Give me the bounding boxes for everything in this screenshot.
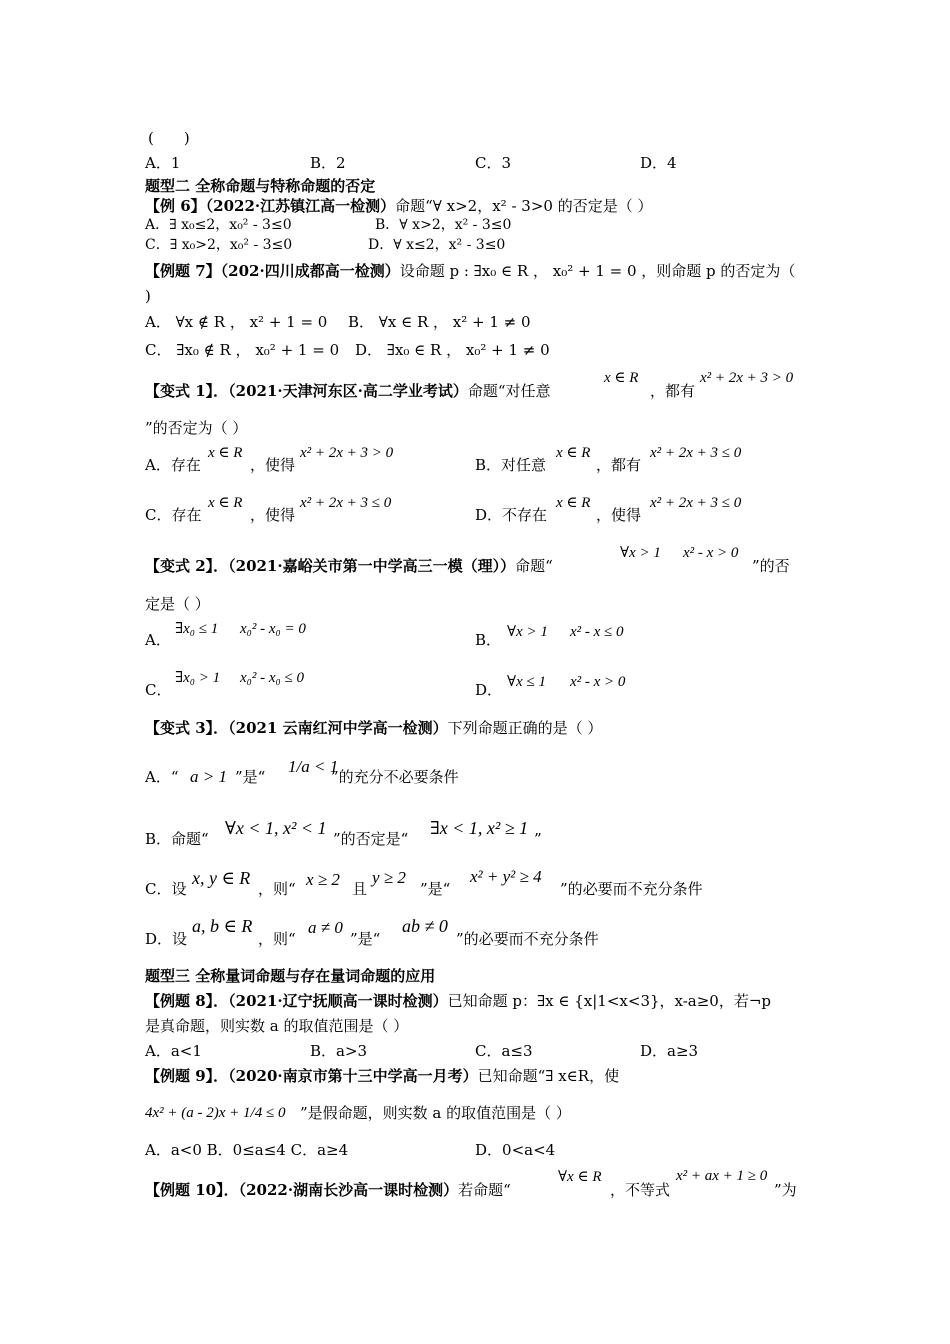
variant-2-formula-2: x² - x > 0 (683, 545, 739, 561)
section-title-2: 题型二 全称命题与特称命题的否定 (145, 177, 376, 195)
example-10-stem-c: ”为 (774, 1181, 797, 1199)
var2-d-formula-2: x² - x > 0 (570, 674, 626, 690)
var3-a-formula-2: 1/a < 1 (288, 757, 339, 776)
var2-option-c: C． (145, 681, 172, 699)
var3-c-formula-3: y ≥ 2 (372, 868, 406, 887)
example-9-stem-cont: ”是假命题，则实数 a 的取值范围是（ ） (300, 1104, 571, 1122)
var3-option-a-label: A．“ (145, 768, 179, 786)
example-10 (145, 1180, 511, 1200)
example-6-head: 【例 6】（2022·江苏镇江高一检测） (145, 197, 396, 215)
ex7-option-d: D． ∃x₀ ∈ R ， x₀² + 1 ≠ 0 (355, 341, 550, 359)
var2-b-formula-2: x² - x ≤ 0 (570, 624, 624, 640)
var3-a-text-2: ”的充分不必要条件 (331, 768, 459, 786)
variant-2-stem-b: ”的否 (752, 557, 790, 575)
variant-3-stem: 下列命题正确的是（ ） (447, 719, 603, 737)
variant-1-formula-2: x² + 2x + 3 > 0 (700, 370, 794, 386)
var2-c-formula-1: ∃x₀ > 1 (175, 670, 221, 686)
ex9-option-d: D．0<a<4 (475, 1141, 556, 1159)
example-7-stem: 设命题 p : ∃x₀ ∈ R ， x₀² + 1 = 0 ，则命题 p 的否定为（ (399, 262, 796, 280)
var3-d-formula-2: a ≠ 0 (308, 918, 343, 937)
var3-option-d-label: D．设 (145, 930, 188, 948)
example-9-head: 【例题 9】．（2020·南京市第十三中学高一月考） (145, 1067, 478, 1085)
variant-2 (145, 556, 553, 576)
variant-3 (145, 718, 602, 738)
var1-b-formula-2: x² + 2x + 3 ≤ 0 (650, 445, 742, 461)
var3-d-text-2: ”是“ (350, 930, 381, 948)
var1-d-formula-1: x ∈ R (556, 495, 591, 511)
variant-2-formula-1: ∀x > 1 (620, 545, 661, 561)
var3-c-formula-1: x, y ∈ R (192, 868, 251, 888)
example-10-stem-a: 若命题“ (458, 1181, 511, 1199)
var2-c-formula-2: x₀² - x₀ ≤ 0 (240, 670, 304, 686)
var3-d-text-3: ”的必要而不充分条件 (456, 930, 599, 948)
section-title-3: 题型三 全称量词命题与存在量词命题的应用 (145, 967, 436, 985)
var2-option-d: D． (475, 681, 503, 699)
var3-option-c-label: C．设 (145, 880, 187, 898)
var1-a-formula-2: x² + 2x + 3 > 0 (300, 445, 394, 461)
example-8-stem: 已知命题 p：∃x ∈ {x|1<x<3}，x-a≥0，若¬p (447, 992, 772, 1010)
q5-option-a: A．1 (145, 154, 181, 172)
ex8-option-c: C．a≤3 (475, 1042, 533, 1060)
var3-b-formula-2: ∃x < 1, x² ≥ 1 (430, 818, 529, 838)
variant-1-head: 【变式 1】．（2021·天津河东区·高二学业考试） (145, 382, 468, 400)
ex7-option-a: A． ∀x ∉ R ， x² + 1 = 0 (145, 313, 328, 331)
var3-c-text-1: ，则“ (258, 880, 296, 898)
var1-c-formula-2: x² + 2x + 3 ≤ 0 (300, 495, 392, 511)
ex8-option-a: A．a<1 (145, 1042, 202, 1060)
var2-a-formula-2: x₀² - x₀ = 0 (240, 621, 306, 637)
var3-a-formula-1: a > 1 (190, 767, 227, 786)
example-9-stem: 已知命题“∃ x∈R，使 (477, 1067, 620, 1085)
var2-b-formula-1: ∀x > 1 (507, 624, 548, 640)
var3-c-text-2: 且 (352, 880, 368, 898)
option-label: C．存在 (145, 506, 202, 524)
var1-a-text: ，使得 (250, 456, 296, 474)
var3-c-text-3: ”是“ (420, 880, 451, 898)
variant-2-stem-cont: 定是（ ） (145, 595, 210, 613)
example-6 (145, 196, 652, 216)
example-8-head: 【例题 8】．（2021·辽宁抚顺高一课时检测） (145, 992, 448, 1010)
q5-option-d: D．4 (640, 154, 677, 172)
ex6-option-b: B．∀ x>2，x² - 3≤0 (375, 217, 512, 233)
var3-d-text-1: ，则“ (258, 930, 296, 948)
var2-option-b: B． (475, 631, 502, 649)
example-7 (145, 261, 795, 281)
var1-option-b (475, 455, 546, 475)
var2-d-formula-1: ∀x ≤ 1 (507, 674, 546, 690)
var1-a-formula-1: x ∈ R (208, 445, 243, 461)
variant-1-stem-b: ，都有 (650, 382, 696, 400)
var3-b-text-1: ”的否定是“ (333, 830, 409, 848)
variant-2-head: 【变式 2】．（2021·嘉峪关市第一中学高三一模（理）） (145, 557, 516, 575)
variant-1-stem-cont: ”的否定为（ ） (145, 419, 248, 437)
var3-c-formula-2: x ≥ 2 (306, 870, 340, 889)
variant-2-stem-a: 命题“ (515, 557, 553, 575)
option-label: B．对任意 (475, 456, 547, 474)
var1-option-d (475, 505, 547, 525)
q5-option-c: C．3 (475, 154, 512, 172)
var3-c-text-4: ”的必要而不充分条件 (560, 880, 703, 898)
var3-d-formula-3: ab ≠ 0 (402, 916, 448, 936)
q5-option-b: B．2 (310, 154, 346, 172)
var3-b-formula-1: ∀x < 1, x² < 1 (225, 818, 327, 838)
var3-a-text-1: ”是“ (235, 768, 266, 786)
var1-d-text: ，使得 (596, 506, 642, 524)
ex7-option-b: B． ∀x ∈ R ， x² + 1 ≠ 0 (348, 313, 531, 331)
ex7-option-c: C． ∃x₀ ∉ R ， x₀² + 1 = 0 (145, 341, 340, 359)
var1-c-text: ，使得 (250, 506, 296, 524)
answer-paren: ( ) (148, 129, 190, 147)
example-9 (145, 1066, 619, 1086)
example-8 (145, 991, 771, 1011)
example-10-head: 【例题 10】．（2022·湖南长沙高一课时检测） (145, 1181, 459, 1199)
variant-1-stem-a: 命题“对任意 (467, 382, 551, 400)
example-6-stem: 命题“∀ x>2，x² - 3>0 的否定是（ ） (395, 197, 653, 215)
var1-d-formula-2: x² + 2x + 3 ≤ 0 (650, 495, 742, 511)
variant-1-formula-1: x ∈ R (604, 370, 639, 386)
var1-option-a (145, 455, 201, 475)
example-7-stem-cont: ) (145, 287, 151, 305)
var3-option-b-label: B．命题“ (145, 830, 209, 848)
ex8-option-b: B．a>3 (310, 1042, 368, 1060)
var1-b-text: ，都有 (596, 456, 642, 474)
example-10-formula-1: ∀x ∈ R (558, 1169, 602, 1185)
option-label: A．存在 (145, 456, 201, 474)
ex8-option-d: D．a≥3 (640, 1042, 699, 1060)
example-10-formula-2: x² + ax + 1 ≥ 0 (676, 1168, 768, 1184)
ex6-option-c: C．∃ x₀>2，x₀² - 3≤0 (145, 237, 293, 253)
variant-3-head: 【变式 3】．（2021 云南红河中学高一检测） (145, 719, 448, 737)
option-label: D．不存在 (475, 506, 548, 524)
var1-option-c (145, 505, 201, 525)
example-10-stem-b: ，不等式 (610, 1181, 671, 1199)
var3-b-text-2: ” (534, 830, 542, 848)
example-7-head: 【例题 7】（202·四川成都高一检测） (145, 262, 400, 280)
ex9-options-abc: A．a<0 B．0≤a≤4 C．a≥4 (145, 1141, 349, 1159)
var1-b-formula-1: x ∈ R (556, 445, 591, 461)
var3-d-formula-1: a, b ∈ R (192, 916, 253, 936)
var2-a-formula-1: ∃x₀ ≤ 1 (175, 621, 219, 637)
var1-c-formula-1: x ∈ R (208, 495, 243, 511)
variant-1 (145, 381, 551, 401)
ex6-option-d: D．∀ x≤2，x² - 3≤0 (368, 237, 506, 253)
example-9-formula: 4x² + (a - 2)x + 1/4 ≤ 0 (145, 1105, 286, 1121)
var3-c-formula-4: x² + y² ≥ 4 (470, 867, 542, 886)
example-8-stem-cont: 是真命题，则实数 a 的取值范围是（ ） (145, 1017, 409, 1035)
ex6-option-a: A．∃ x₀≤2，x₀² - 3≤0 (145, 217, 292, 233)
var2-option-a: A． (145, 631, 171, 649)
